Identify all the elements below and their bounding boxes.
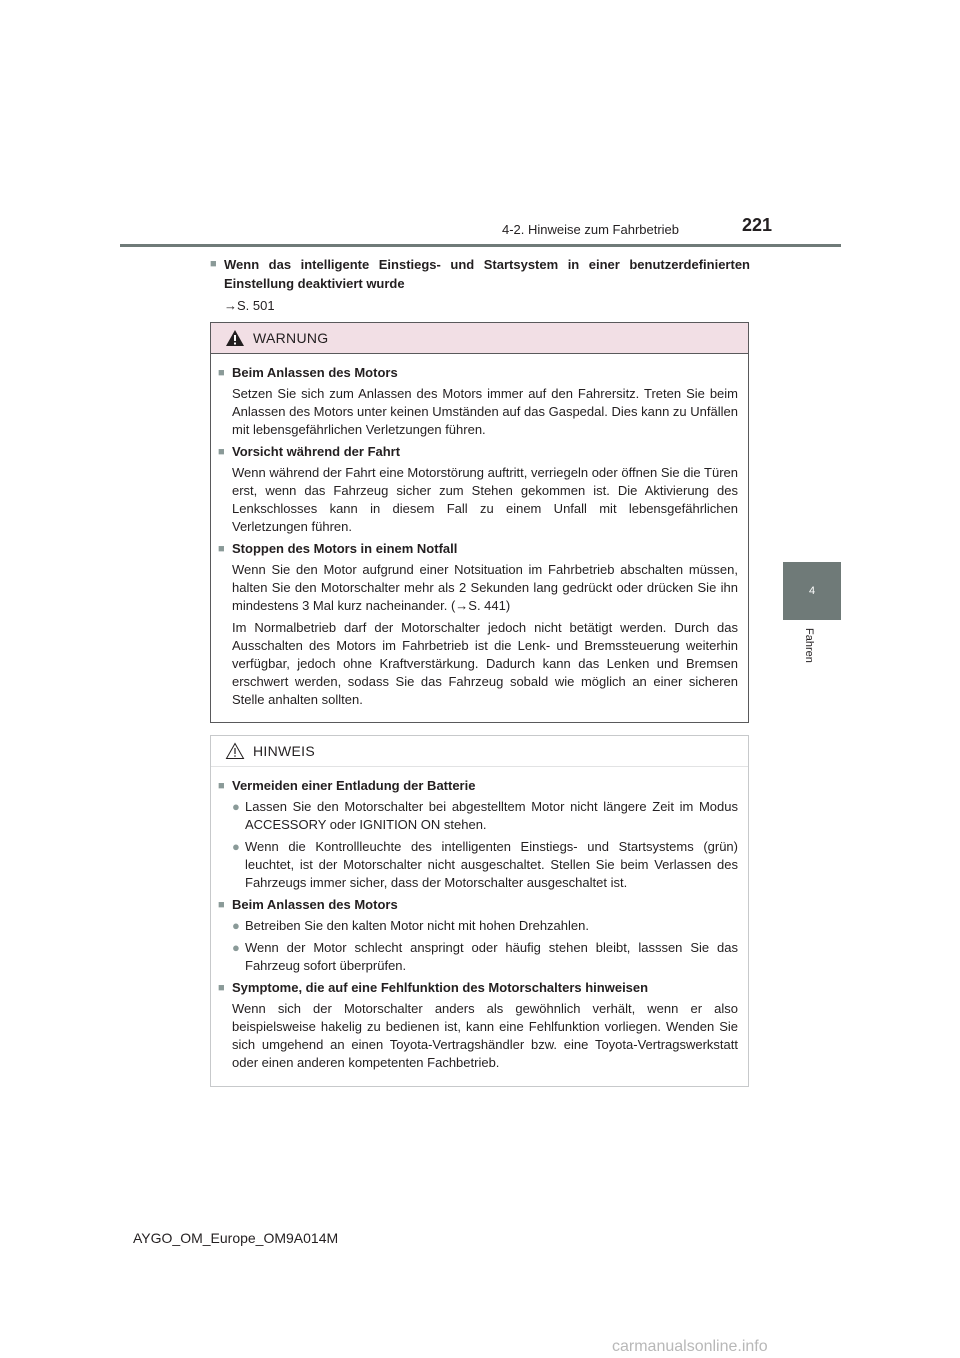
note-item-title [218,777,738,795]
note-header [211,736,748,767]
square-bullet-icon: ■ [218,899,225,911]
circle-bullet-icon: ● [232,940,240,955]
square-bullet-icon: ■ [218,543,225,555]
warning-item-title [218,364,738,382]
note-item-title-text: Vermeiden einer Entladung der Batterie [232,778,476,793]
note-bullet-text: Betreiben Sie den kalten Motor nicht mit hohen Drehzahlen. [245,918,589,933]
warning-title: WARNUNG [253,330,329,346]
warning-item-title [218,540,738,558]
caution-triangle-outline-icon [225,742,245,760]
warning-header [211,323,748,354]
intro-heading-text: Wenn das intelligente Einstiegs- und Startsystem in einer benutzerdefinierten Einstellung deaktiviert wurde [224,257,750,291]
warning-item [218,364,738,439]
circle-bullet-icon: ● [232,918,240,933]
square-bullet-icon: ■ [218,367,225,379]
note-box [210,735,749,1087]
note-bullet-text: Wenn die Kontrollleuchte des intelligenten Einstiegs- und Startsystems (grün) leuchtet, ist der Motorschalter nicht ausgeschaltet. Stellen Sie beim Verlassen des Fahrzeugs immer sicher, dass der Motorschalter ausgeschaltet ist. [245,839,738,890]
note-bullet-text: Lassen Sie den Motorschalter bei abgestelltem Motor nicht längere Zeit im Modus ACCESSORY oder IGNITION ON stehen. [245,799,738,832]
chapter-tab: 4 [783,562,841,620]
warning-paragraph: Wenn Sie den Motor aufgrund einer Notsituation im Fahrbetrieb abschalten müssen, halten Sie den Motorschalter mehr als 2 Sekunden lang gedrückt oder drücken Sie ihn mindestens 3 Mal kurz nacheinander. (→S. 441) [232,562,738,613]
warning-item-title [218,443,738,461]
note-item [218,979,738,1072]
note-item-title [218,896,738,914]
header-divider [120,244,841,247]
warning-box [210,322,749,723]
warning-paragraph: Im Normalbetrieb darf der Motorschalter jedoch nicht betätigt werden. Durch das Ausschalten des Motors im Fahrbetrieb ist die Lenk- und Bremssteuerung weiterhin verfügbar, jedoch ohne Kraftverstärkung. Dadurch kann das Lenken und Bremsen erschwert werden, sodass Sie das Fahrzeug sobald wie möglich an einer sicheren Stelle anhalten sollten. [232,620,738,707]
circle-bullet-icon: ● [232,839,240,854]
intro-section [210,255,750,315]
note-item-title [218,979,738,997]
warning-paragraph: Setzen Sie sich zum Anlassen des Motors immer auf den Fahrersitz. Treten Sie beim Anlassen des Motors unter keinen Umständen auf das Gaspedal. Dies kann zu Unfällen mit lebensgefährlichen Verletzungen führen. [232,386,738,437]
note-item-title-text: Beim Anlassen des Motors [232,897,398,912]
note-bullet-text: Wenn der Motor schlecht anspringt oder häufig stehen bleibt, lasssen Sie das Fahrzeug sofort überprüfen. [245,940,738,973]
warning-item [218,540,738,709]
square-bullet-icon: ■ [218,446,225,458]
warning-triangle-icon [225,329,245,347]
note-item-title-text: Symptome, die auf eine Fehlfunktion des Motorschalters hinweisen [232,980,649,995]
note-body [211,767,748,1072]
note-bullet [232,917,738,935]
square-bullet-icon: ■ [218,780,225,792]
page-number: 221 [742,215,773,235]
watermark: carmanualsonline.info [612,1338,768,1355]
intro-heading [210,255,750,293]
chapter-label: Fahren [803,628,815,663]
note-item [218,777,738,892]
note-bullet [232,838,738,892]
circle-bullet-icon: ● [232,799,240,814]
note-item [218,896,738,975]
note-title: HINWEIS [253,743,315,759]
note-bullet [232,939,738,975]
warning-body [211,354,748,709]
intro-page-reference: →S. 501 [224,298,275,313]
note-paragraph: Wenn sich der Motorschalter anders als gewöhnlich verhält, wenn er also beispielsweise hakelig zu bedienen ist, kann eine Fehlfunktion vorliegen. Wenden Sie sich umgehend an einen Toyota-Vertragshändler bzw. eine Toyota-Vertragswerkstatt oder einen anderen kompetenten Fachbetrieb. [232,1001,738,1070]
square-bullet-icon: ■ [218,982,225,994]
warning-item-title-text: Beim Anlassen des Motors [232,365,398,380]
warning-item [218,443,738,536]
note-bullet [232,798,738,834]
document-code: AYGO_OM_Europe_OM9A014M [133,1230,339,1246]
square-bullet-icon: ■ [210,258,217,270]
warning-paragraph: Wenn während der Fahrt eine Motorstörung auftritt, verriegeln oder öffnen Sie die Türen erst, wenn das Fahrzeug sicher zum Stehen gekommen ist. Die Aktivierung des Lenkschlosses kann in diesem Fall zu einem Unfall mit lebensgefährlichen Verletzungen führen. [232,465,738,534]
warning-item-title-text: Stoppen des Motors in einem Notfall [232,541,458,556]
section-title: 4-2. Hinweise zum Fahrbetrieb [502,222,680,237]
warning-item-title-text: Vorsicht während der Fahrt [232,444,401,459]
